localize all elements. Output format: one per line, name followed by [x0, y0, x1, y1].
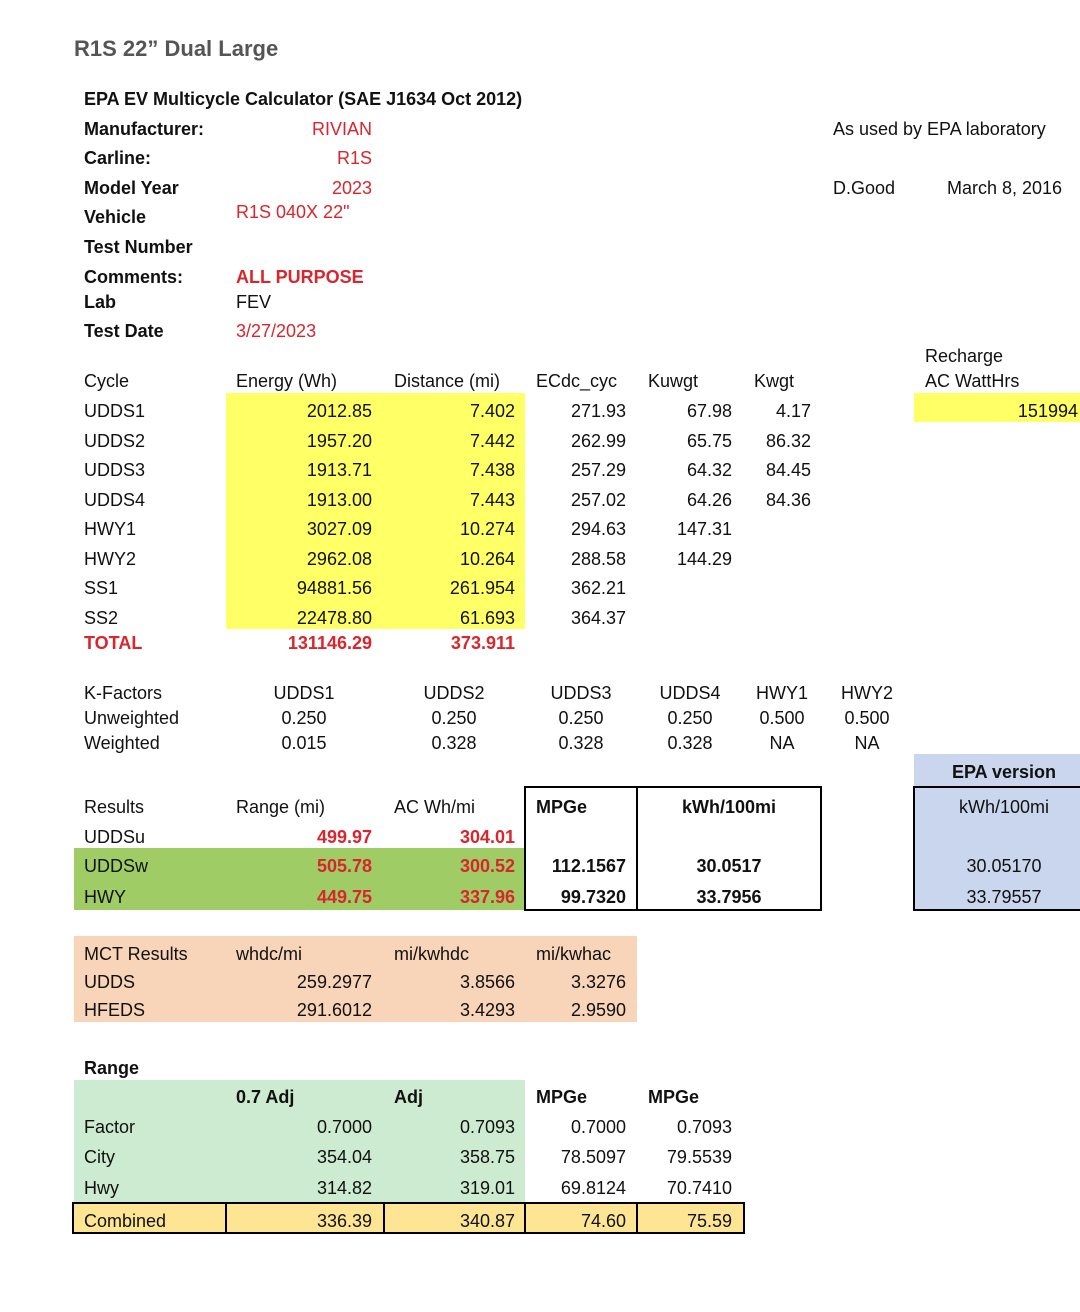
- epa-lab-note: As used by EPA laboratory: [833, 119, 1046, 139]
- author-name: D.Good: [833, 178, 896, 198]
- range-mpge-07: 0.7000: [570, 1117, 626, 1137]
- results-range: 449.75: [316, 887, 372, 907]
- field-label-test-number: Test Number: [84, 237, 193, 257]
- cycle-energy: 2012.85: [306, 401, 372, 421]
- mct-row-label: UDDS: [84, 972, 136, 992]
- epa-kwh-value: 30.05170: [966, 856, 1042, 876]
- cycle-distance: 7.442: [469, 431, 515, 451]
- cycle-kuwgt: 67.98: [686, 401, 732, 421]
- results-acwh: 304.01: [459, 827, 515, 847]
- cycle-kuwgt: 147.31: [676, 519, 732, 539]
- col-header-kwgt: Kwgt: [754, 371, 795, 391]
- cycle-energy: 1913.00: [306, 490, 372, 510]
- kfactor-value: 0.500: [759, 708, 805, 728]
- kfactors-row-label: Weighted: [84, 733, 160, 753]
- field-label-test-date: Test Date: [84, 321, 164, 341]
- kfactors-header-hwy1: HWY1: [755, 683, 808, 703]
- cycle-kwgt: 84.36: [765, 490, 811, 510]
- range-mpge-adj: 70.7410: [666, 1178, 732, 1198]
- kfactors-header-udds4: UDDS4: [659, 683, 721, 703]
- field-label-comments: Comments:: [84, 267, 184, 287]
- field-value-lab: FEV: [236, 292, 272, 312]
- results-range: 499.97: [316, 827, 372, 847]
- cycle-energy: 1913.71: [306, 460, 372, 480]
- mct-header-mikwhac: mi/kwhac: [536, 944, 612, 964]
- recharge-label: Recharge: [925, 346, 1004, 366]
- recharge-sublabel: AC WattHrs: [925, 371, 1020, 391]
- cycle-energy: 22478.80: [296, 608, 372, 628]
- range-adj: 358.75: [459, 1147, 515, 1167]
- calculator-title: EPA EV Multicycle Calculator (SAE J1634 Oct 2012): [84, 89, 523, 109]
- kfactors-row-label: Unweighted: [84, 708, 180, 728]
- results-acwh: 300.52: [459, 856, 515, 876]
- col-header-energy: Energy (Wh): [236, 371, 338, 391]
- results-mpge: 99.7320: [560, 887, 626, 907]
- kfactor-value: 0.250: [431, 708, 477, 728]
- results-row-label: UDDSw: [84, 856, 149, 876]
- mct-mikwhac: 2.9590: [570, 1000, 626, 1020]
- range-adj: 319.01: [459, 1178, 515, 1198]
- cycle-name: HWY2: [84, 549, 137, 569]
- range-07adj: 354.04: [316, 1147, 372, 1167]
- range-adj: 0.7093: [459, 1117, 515, 1137]
- field-value-model-year: 2023: [331, 178, 372, 198]
- cycle-ecdc: 288.58: [570, 549, 626, 569]
- kfactors-header-udds3: UDDS3: [550, 683, 612, 703]
- results-range: 505.78: [316, 856, 372, 876]
- cycle-kwgt: 84.45: [765, 460, 811, 480]
- cycle-energy: 94881.56: [296, 578, 372, 598]
- epa-version-label: EPA version: [951, 762, 1057, 782]
- cycle-ecdc: 294.63: [570, 519, 626, 539]
- field-value-comments: ALL PURPOSE: [236, 267, 364, 287]
- cycle-name: HWY1: [84, 519, 137, 539]
- results-kwh: 30.0517: [696, 856, 762, 876]
- mct-row-label: HFEDS: [84, 1000, 146, 1020]
- results-row-label: HWY: [84, 887, 126, 907]
- field-label-carline: Carline:: [84, 148, 152, 168]
- range-header-07adj: 0.7 Adj: [236, 1087, 295, 1107]
- mct-mikwhac: 3.3276: [570, 972, 626, 992]
- field-value-test-date: 3/27/2023: [236, 321, 317, 341]
- cycle-distance: 10.274: [459, 519, 515, 539]
- cycle-distance: 61.693: [459, 608, 515, 628]
- cycle-name: UDDS2: [84, 431, 146, 451]
- range-row-label: Hwy: [84, 1178, 119, 1198]
- field-label-vehicle: Vehicle: [84, 207, 147, 227]
- range-mpge-07: 69.8124: [560, 1178, 626, 1198]
- kfactor-value: 0.015: [281, 733, 327, 753]
- cycle-energy: 2962.08: [306, 549, 372, 569]
- cycle-kuwgt: 64.26: [686, 490, 732, 510]
- recharge-value: 151994: [1017, 401, 1078, 421]
- results-header-range: Range (mi): [236, 797, 326, 817]
- kfactor-value: 0.328: [558, 733, 604, 753]
- cycle-name: SS1: [84, 578, 119, 598]
- field-label-model-year: Model Year: [84, 178, 179, 198]
- range-header-adj: Adj: [394, 1087, 423, 1107]
- cycle-name: SS2: [84, 608, 119, 628]
- kfactor-value: 0.250: [558, 708, 604, 728]
- cycle-ecdc: 271.93: [570, 401, 626, 421]
- cycle-distance: 7.443: [469, 490, 515, 510]
- mct-header-whdc: whdc/mi: [236, 944, 303, 964]
- combined-07adj: 336.39: [316, 1211, 372, 1231]
- mct-whdc: 291.6012: [296, 1000, 372, 1020]
- cycle-distance: 261.954: [449, 578, 515, 598]
- cycle-kuwgt: 144.29: [676, 549, 732, 569]
- kfactor-value: 0.250: [667, 708, 713, 728]
- kfactor-value: 0.328: [431, 733, 477, 753]
- cycle-kwgt: 86.32: [765, 431, 811, 451]
- cycle-ecdc: 262.99: [570, 431, 626, 451]
- page-title: R1S 22” Dual Large: [74, 36, 279, 61]
- cycle-ecdc: 257.29: [570, 460, 626, 480]
- results-header-label: Results: [84, 797, 145, 817]
- col-header-distance: Distance (mi): [394, 371, 501, 391]
- results-header-acwh: AC Wh/mi: [394, 797, 475, 817]
- cycle-name: UDDS3: [84, 460, 146, 480]
- results-acwh: 337.96: [459, 887, 515, 907]
- cycle-distance: 7.402: [469, 401, 515, 421]
- range-title: Range: [84, 1058, 140, 1078]
- col-header-cycle: Cycle: [84, 371, 130, 391]
- col-header-ecdc: ECdc_cyc: [536, 371, 618, 391]
- range-mpge-adj: 0.7093: [676, 1117, 732, 1137]
- range-07adj: 314.82: [316, 1178, 372, 1198]
- range-row-label: City: [84, 1147, 115, 1167]
- total-distance: 373.911: [450, 633, 515, 653]
- mct-whdc: 259.2977: [296, 972, 372, 992]
- cycle-distance: 7.438: [469, 460, 515, 480]
- combined-mpge-07: 74.60: [580, 1211, 626, 1231]
- epa-kwh-value: 33.79557: [966, 887, 1042, 907]
- range-row-label: Factor: [84, 1117, 136, 1137]
- cycle-name: UDDS4: [84, 490, 146, 510]
- combined-mpge-adj: 75.59: [686, 1211, 732, 1231]
- kfactors-header-udds2: UDDS2: [423, 683, 485, 703]
- field-value-carline: R1S: [336, 148, 372, 168]
- range-07adj: 0.7000: [316, 1117, 372, 1137]
- kfactor-value: NA: [769, 733, 795, 753]
- kfactors-header-hwy2: HWY2: [840, 683, 893, 703]
- combined-label: Combined: [84, 1211, 167, 1231]
- mct-header-label: MCT Results: [84, 944, 188, 964]
- results-mpge: 112.1567: [551, 856, 626, 876]
- results-header-kwh: kWh/100mi: [681, 797, 777, 817]
- cycle-ecdc: 257.02: [570, 490, 626, 510]
- range-header-mpge-07: MPGe: [536, 1087, 588, 1107]
- col-header-kuwgt: Kuwgt: [648, 371, 699, 391]
- results-header-mpge: MPGe: [536, 797, 588, 817]
- mct-mikwhdc: 3.8566: [459, 972, 515, 992]
- field-value-manufacturer: RIVIAN: [311, 119, 372, 139]
- range-header-mpge-adj: MPGe: [648, 1087, 700, 1107]
- cycle-kuwgt: 64.32: [686, 460, 732, 480]
- cycle-kuwgt: 65.75: [686, 431, 732, 451]
- mct-header-mikwhdc: mi/kwhdc: [394, 944, 470, 964]
- kfactor-value: 0.250: [281, 708, 327, 728]
- mct-mikwhdc: 3.4293: [459, 1000, 515, 1020]
- kfactor-value: NA: [854, 733, 880, 753]
- total-energy: 131146.29: [287, 633, 372, 653]
- results-row-label: UDDSu: [84, 827, 146, 847]
- cycle-ecdc: 364.37: [570, 608, 626, 628]
- author-date: March 8, 2016: [947, 178, 1063, 198]
- range-mpge-07: 78.5097: [560, 1147, 626, 1167]
- cycle-kwgt: 4.17: [775, 401, 811, 421]
- range-mpge-adj: 79.5539: [666, 1147, 732, 1167]
- combined-adj: 340.87: [459, 1211, 515, 1231]
- cycle-energy: 1957.20: [306, 431, 372, 451]
- total-label: TOTAL: [84, 633, 143, 653]
- kfactor-value: 0.328: [667, 733, 713, 753]
- cycle-name: UDDS1: [84, 401, 146, 421]
- cycle-distance: 10.264: [459, 549, 515, 569]
- field-label-manufacturer: Manufacturer:: [84, 119, 205, 139]
- results-kwh: 33.7956: [696, 887, 762, 907]
- epa-col-header: kWh/100mi: [958, 797, 1050, 817]
- field-value-vehicle: R1S 040X 22": [236, 202, 350, 222]
- cycle-energy: 3027.09: [306, 519, 372, 539]
- kfactors-header-udds1: UDDS1: [273, 683, 335, 703]
- kfactors-header-label: K-Factors: [84, 683, 163, 703]
- kfactor-value: 0.500: [844, 708, 890, 728]
- field-label-lab: Lab: [84, 292, 117, 312]
- cycle-ecdc: 362.21: [570, 578, 626, 598]
